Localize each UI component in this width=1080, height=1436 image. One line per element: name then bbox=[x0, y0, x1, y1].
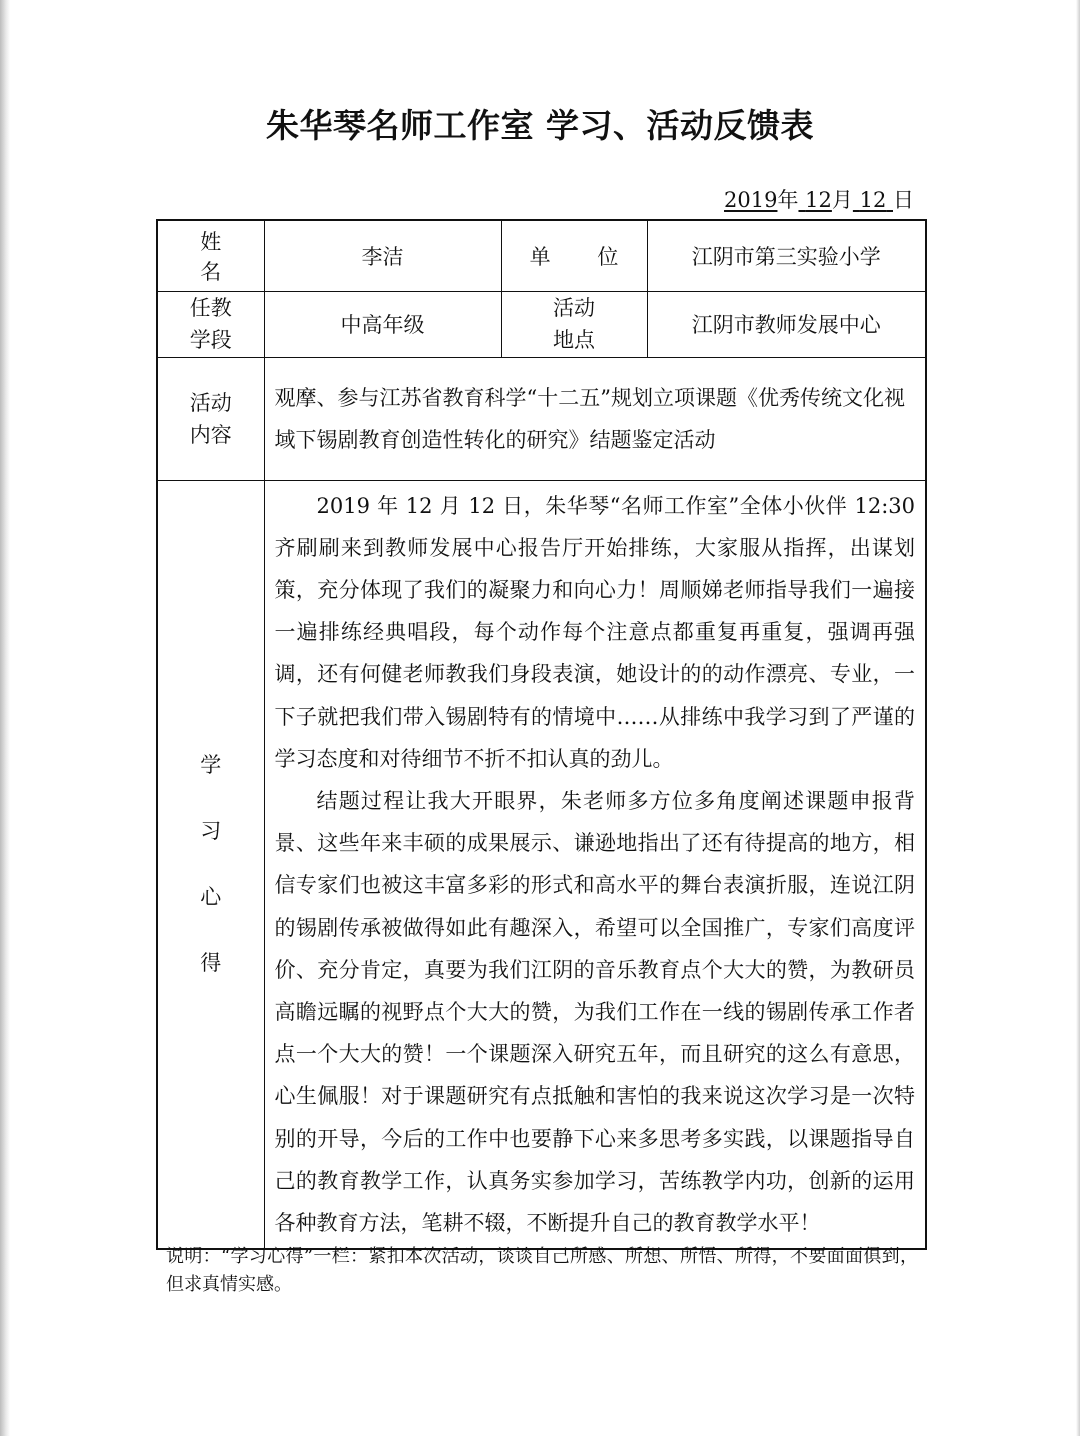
row-name-unit bbox=[157, 220, 926, 291]
study-paragraph-1: 2019 年 12 月 12 日，朱华琴“名师工作室”全体小伙伴 12:30 齐刷刷来到教师发展中心报告厅开始排练，大家服从指挥，出谋划策，充分体现了我们的凝聚力和向心力！周顺娣老师指导我们一遍接一遍排练经典唱段，每个动作每个注意点都重复再重复，强调再强调，还有何健老师教我们身段表演，她设计的的动作漂亮、专业，一下子就把我们带入锡剧特有的情境中……从排练中我学习到了严谨的学习态度和对待细节不折不扣认真的劲儿。 bbox=[274, 493, 915, 771]
date-month-unit: 月 bbox=[831, 188, 853, 212]
grade-label-line-1: 任教 bbox=[189, 296, 232, 320]
date-year: 2019 bbox=[724, 188, 778, 212]
row-grade-place bbox=[157, 291, 926, 357]
grade-value: 中高年级 bbox=[264, 291, 501, 357]
date-month-value: 12 bbox=[805, 188, 832, 212]
content-label bbox=[157, 357, 264, 480]
study-notes-label bbox=[157, 480, 264, 1249]
date-month bbox=[798, 188, 831, 212]
date-day bbox=[853, 188, 893, 212]
date-year-unit: 年 bbox=[777, 188, 799, 212]
unit-label: 单 位 bbox=[501, 220, 647, 291]
place-label-line-2: 地点 bbox=[553, 328, 595, 352]
study-paragraph-2: 结题过程让我大开眼界，朱老师多方位多角度阐述课题申报背景、这些年来丰硕的成果展示、谦逊地指出了还有待提高的地方，相信专家们也被这丰富多彩的形式和高水平的舞台表演折服，连说江阴的锡剧传承被做得如此有趣深入，希望可以全国推广，专家们高度评价、充分肯定，真要为我们江阴的音乐教育点个大大的赞，为教研员高瞻远瞩的视野点个大大的赞，为我们工作在一线的锡剧传承工作者点一个大大的赞！一个课题深入研究五年，而且研究的这么有意思，心生佩服！对于课题研究有点抵触和害怕的我来说这次学习是一次特别的开导，今后的工作中也要静下心来多思考多实践，以课题指导自己的教育教学工作，认真务实参加学习，苦练教学内功，创新的运用各种教育方法，笔耕不辍，不断提升自己的教育教学水平！ bbox=[274, 788, 915, 1235]
document-date bbox=[724, 184, 914, 214]
footnote: 说明：“学习心得”一栏：紧扣本次活动，谈谈自己所感、所想、所悟、所得，不要面面俱到，但求真情实感。 bbox=[166, 1246, 918, 1295]
date-day-unit: 日 bbox=[893, 188, 914, 212]
feedback-form-table bbox=[156, 219, 927, 1250]
content-label-line-1: 活动 bbox=[189, 390, 232, 415]
name-value: 李洁 bbox=[264, 220, 501, 291]
page-edge-shadow-right bbox=[1076, 0, 1080, 1436]
study-notes-body bbox=[264, 480, 926, 1249]
date-day-value: 12 bbox=[859, 188, 887, 212]
content-label-line-2: 内容 bbox=[189, 422, 232, 447]
study-label-char-4: 得 bbox=[200, 951, 222, 976]
study-label-char-2: 习 bbox=[200, 819, 222, 844]
name-label: 姓 名 bbox=[157, 220, 264, 291]
page-edge-shadow bbox=[0, 0, 10, 1436]
place-label bbox=[501, 291, 647, 357]
grade-label bbox=[157, 291, 264, 357]
row-study-notes bbox=[157, 480, 926, 1249]
row-activity-content bbox=[157, 357, 926, 480]
unit-value: 江阴市第三实验小学 bbox=[647, 220, 926, 291]
study-label-char-1: 学 bbox=[200, 753, 222, 778]
place-label-line-1: 活动 bbox=[553, 296, 595, 320]
place-value: 江阴市教师发展中心 bbox=[647, 291, 926, 357]
document-title: 朱华琴名师工作室 学习、活动反馈表 bbox=[266, 106, 814, 145]
grade-label-line-2: 学段 bbox=[189, 328, 232, 352]
study-label-char-3: 心 bbox=[200, 885, 222, 910]
content-value: 观摩、参与江苏省教育科学“十二五”规划立项课题《优秀传统文化视域下锡剧教育创造性转化的研究》结题鉴定活动 bbox=[264, 357, 926, 480]
